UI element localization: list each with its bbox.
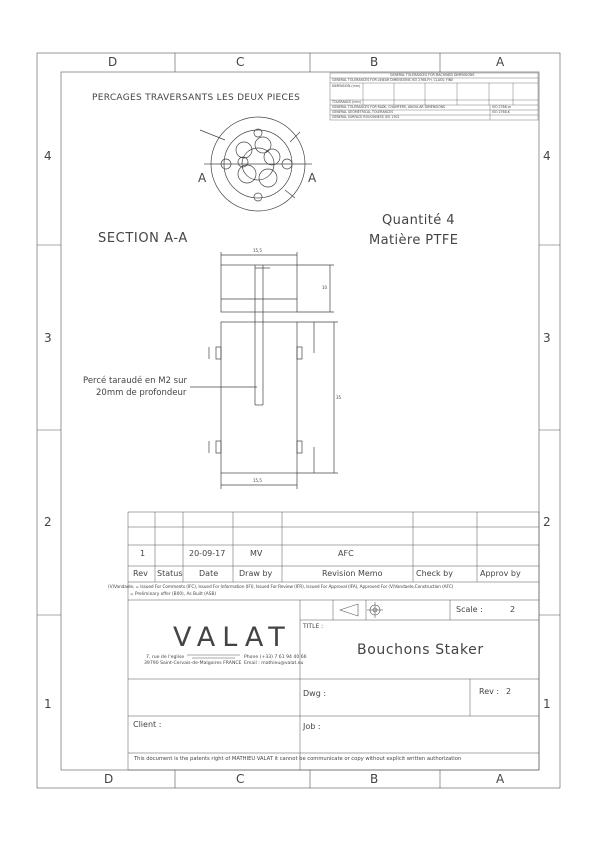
outer-frame [37,53,560,788]
header-status: Status [157,569,183,578]
company-email: Email : mathieu@valat.eu [244,661,304,666]
status-legend-line-2: = Preliminary offer (B00), As Built (ASB) [130,592,217,597]
dim-top-width: 15,5 [253,248,262,253]
tolerance-row-surface: GENERAL SURFACE ROUGHNESS ISO 1302 [332,115,400,119]
row-label-left-4: 4 [44,149,52,163]
revision-number: 1 [140,549,146,558]
section-label: SECTION A-A [98,231,188,246]
row-label-left-1: 1 [44,697,52,711]
dim-bottom-width: 15,5 [253,478,262,483]
address-line-2: 39790 Saint-Cervais-de-Malgoires FRANCE [144,661,242,666]
dim-body-height: 35 [336,395,342,400]
col-label-top-b: B [370,55,379,69]
tolerance-row-linear: GENERAL TOLERANCES FOR LINEAR DIMENSIONS ISO 2768-FH, CLASS: FINE [332,78,454,82]
row-label-right-1: 1 [543,697,551,711]
tolerance-row-radii: GENERAL TOLERANCES FOR RADII, CHAMFERS, ANGULAR DIMENSIONS [332,105,446,109]
revision-memo: AFC [338,549,354,558]
projection-symbol-icon [340,602,383,618]
tolerance-row-dimension: DIMENSION (mm) [332,84,361,88]
row-label-left-2: 2 [44,515,52,529]
col-label-top-a: A [496,55,505,69]
col-label-bottom-c: C [236,772,245,786]
note-line-1: Percé taraudé en M2 sur [83,376,187,386]
header-approv-by: Approv by [480,569,521,578]
section-marker-right: A [308,171,317,185]
row-label-right-4: 4 [543,149,551,163]
row-label-right-3: 3 [543,331,551,345]
col-label-bottom-a: A [496,772,505,786]
scale-value: 2 [510,605,516,614]
top-view [200,117,312,211]
tolerance-title: GENERAL TOLERANCES FOR MACHINED DIMENSIONS [390,73,475,77]
note-line-2: 20mm de profondeur [96,388,187,398]
title-label: TITLE : [303,623,324,630]
rev-value: 2 [506,687,512,696]
quantity-label: Quantité 4 [382,213,455,228]
company-logo: VALAT [173,622,292,653]
material-label: Matière PTFE [369,233,459,248]
address-line-1: 7, rue de l'eglise [146,655,185,660]
row-label-right-2: 2 [543,515,551,529]
revision-drawn-by: MV [250,549,263,558]
tolerance-std-2: ISO 2768-K [492,110,510,114]
revision-date: 20-09-17 [189,549,226,558]
drawing-title-value: Bouchons Staker [357,642,484,658]
drawing-title: PERCAGES TRAVERSANTS LES DEUX PIECES [92,93,301,103]
status-legend-line-1: (V)Vandaele, = Issued For Comments (IFC), Issued For Information (IFI), Issued For Review (IFR), Issued For Approval (IFA), Approved For (V)Vandaele,Construction (AFC) [108,585,454,590]
scale-label: Scale : [456,605,483,614]
col-label-bottom-d: D [104,772,114,786]
col-label-top-d: D [108,55,118,69]
company-phone: Phone (+33) 7 61 94 40 66 [244,655,307,660]
header-draw-by: Draw by [239,569,273,578]
header-rev: Rev [133,569,148,578]
job-label: Job : [303,722,321,731]
header-memo: Revision Memo [322,569,383,578]
client-label: Client : [133,720,162,729]
row-label-left-3: 3 [44,331,52,345]
footer-notice: This document is the patents right of MATHIEU VALAT it cannot be communicate or copy without explicit written authorization [134,756,462,762]
col-label-top-c: C [236,55,245,69]
section-view [190,252,338,489]
tolerance-row-geometric: GENERAL GEOMETRICAL TOLERANCES [332,110,394,114]
section-marker-left: A [198,171,207,185]
header-check-by: Check by [416,569,453,578]
col-label-bottom-b: B [370,772,379,786]
rev-label: Rev : [479,687,500,696]
header-date: Date [199,569,219,578]
dim-cap-height: 10 [322,285,328,290]
tolerance-std-1: ISO 2768-m [492,105,511,109]
tolerance-row-tolerance: TOLERANCE (mm) [332,100,361,104]
dwg-label: Dwg : [303,689,327,698]
